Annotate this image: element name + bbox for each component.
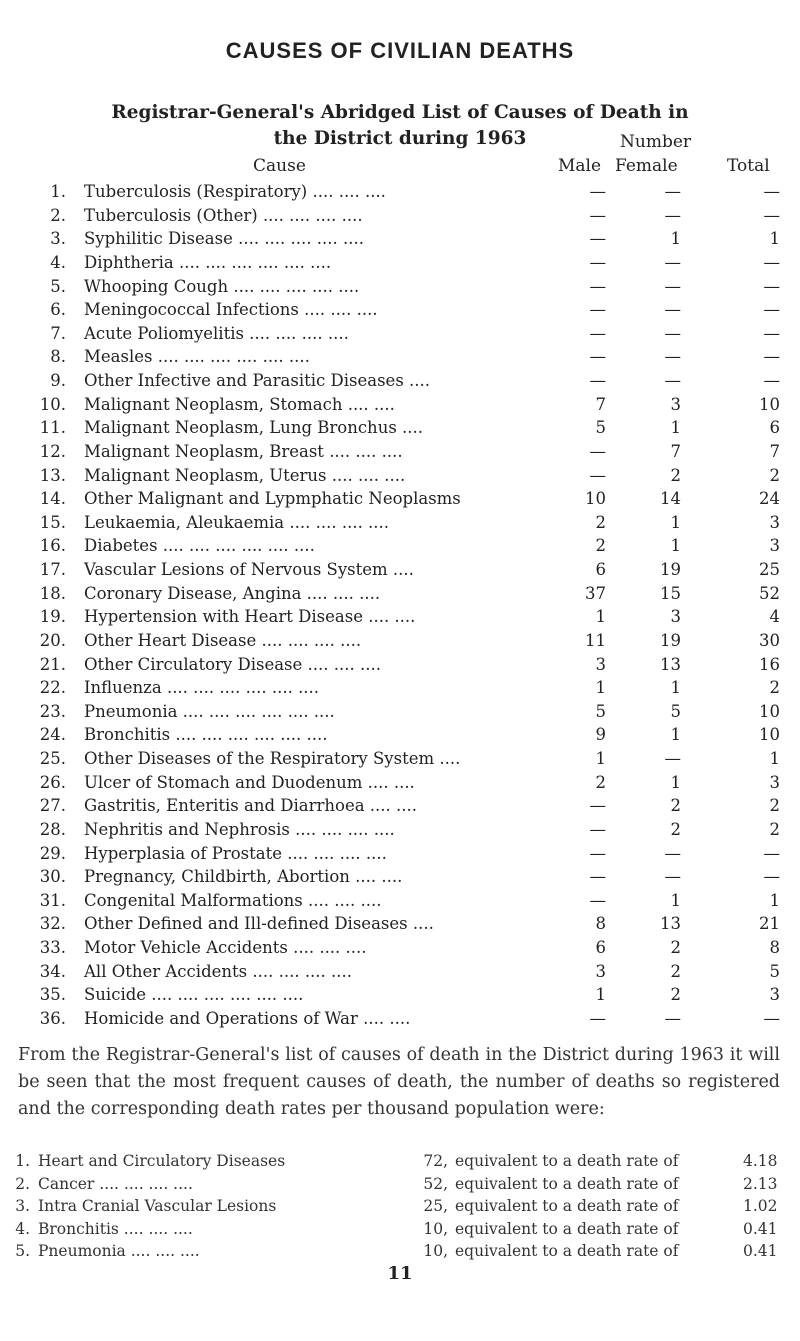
row-number: 34.: [39, 961, 66, 981]
male-count: 6: [595, 938, 606, 957]
table-row: [0, 227, 800, 251]
row-number: 4.: [50, 252, 66, 272]
table-row: [0, 322, 800, 346]
cause-label: Influenza .... .... .... .... .... ....: [84, 678, 320, 698]
male-count: 6: [595, 560, 606, 579]
header-number: Number: [620, 132, 692, 152]
table-row: [0, 393, 800, 417]
female-count: 1: [670, 725, 681, 745]
table-row: [0, 464, 800, 488]
total-count: 30: [759, 630, 780, 650]
cause-label: Leukaemia, Aleukaemia .... .... .... ....: [84, 512, 390, 532]
item-category: Cancer .... .... .... ....: [38, 1174, 193, 1193]
cause-label: Homicide and Operations of War .... ....: [84, 1008, 411, 1028]
item-phrase: equivalent to a death rate of: [455, 1152, 679, 1170]
item-phrase: equivalent to a death rate of: [455, 1219, 679, 1238]
total-count: 2: [769, 678, 780, 698]
cause-label: Gastritis, Enteritis and Diarrhoea .... ....: [84, 796, 417, 816]
row-number: 33.: [39, 938, 66, 957]
female-count: —: [664, 205, 681, 225]
total-count: 8: [769, 938, 780, 957]
cause-label: Measles .... .... .... .... .... ....: [84, 347, 310, 367]
cause-label: Tuberculosis (Respiratory) .... .... ....: [84, 182, 386, 201]
total-count: 24: [759, 489, 780, 509]
total-count: 1: [769, 749, 780, 768]
table-row: [0, 345, 800, 369]
table-row: [0, 180, 800, 204]
total-count: 10: [759, 701, 780, 721]
cause-label: Diphtheria .... .... .... .... .... ....: [84, 252, 332, 272]
table-row: [0, 653, 800, 677]
male-count: 1: [595, 985, 606, 1005]
item-category: Bronchitis .... .... ....: [38, 1219, 193, 1238]
row-number: 28.: [39, 819, 66, 839]
male-count: —: [589, 465, 606, 485]
male-count: 11: [585, 630, 606, 650]
male-count: —: [589, 819, 606, 839]
row-number: 31.: [39, 890, 66, 910]
male-count: 10: [585, 489, 606, 509]
female-count: 2: [670, 465, 681, 485]
cause-label: Other Malignant and Lypmphatic Neoplasms: [84, 489, 461, 509]
list-item: [0, 1240, 800, 1263]
row-number: 12.: [39, 441, 66, 461]
table-row: [0, 487, 800, 511]
female-count: —: [664, 300, 681, 320]
row-number: 3.: [50, 229, 66, 249]
list-item: [0, 1150, 800, 1173]
total-count: 10: [759, 725, 780, 745]
header-cause: Cause: [253, 156, 306, 176]
table-row: [0, 605, 800, 629]
total-count: 3: [769, 536, 780, 556]
total-count: 1: [769, 890, 780, 910]
table-row: [0, 960, 800, 984]
table-row: [0, 936, 800, 960]
total-count: 10: [759, 394, 780, 414]
cause-label: All Other Accidents .... .... .... ....: [84, 961, 353, 981]
female-count: —: [664, 867, 681, 887]
cause-label: Suicide .... .... .... .... .... ....: [84, 985, 304, 1005]
row-number: 16.: [39, 536, 66, 556]
male-count: —: [589, 441, 606, 461]
total-count: 2: [769, 465, 780, 485]
row-number: 1.: [50, 182, 66, 201]
table-row: [0, 842, 800, 866]
female-count: 15: [660, 583, 681, 603]
male-count: 2: [595, 512, 606, 532]
table-row: [0, 1007, 800, 1031]
female-count: 2: [670, 938, 681, 957]
item-count: 10,: [423, 1242, 448, 1260]
total-count: 25: [759, 560, 780, 579]
female-count: —: [664, 843, 681, 863]
table-row: [0, 251, 800, 275]
female-count: 1: [670, 418, 681, 438]
row-number: 30.: [39, 867, 66, 887]
female-count: 1: [670, 772, 681, 792]
cause-label: Meningococcal Infections .... .... ....: [84, 300, 378, 320]
female-count: 19: [660, 630, 681, 650]
female-count: 1: [670, 536, 681, 556]
cause-label: Other Defined and Ill-defined Diseases ....: [84, 914, 434, 934]
female-count: —: [664, 347, 681, 367]
cause-label: Bronchitis .... .... .... .... .... ....: [84, 725, 328, 745]
row-number: 32.: [39, 914, 66, 934]
male-count: 3: [595, 654, 606, 674]
cause-label: Coronary Disease, Angina .... .... ....: [84, 583, 381, 603]
total-count: —: [763, 843, 780, 863]
male-count: 3: [595, 961, 606, 981]
total-count: 2: [769, 796, 780, 816]
cause-label: Syphilitic Disease .... .... .... .... ....: [84, 229, 364, 249]
table-row: [0, 723, 800, 747]
total-count: 3: [769, 985, 780, 1005]
total-count: 6: [769, 418, 780, 438]
page-number: 11: [387, 1263, 413, 1284]
cause-label: Ulcer of Stomach and Duodenum .... ....: [84, 772, 415, 792]
male-count: —: [589, 229, 606, 249]
female-count: 2: [670, 796, 681, 816]
subheading-line-1: Registrar-General's Abridged List of Causes of Death in: [111, 102, 689, 123]
male-count: —: [589, 796, 606, 816]
cause-label: Other Infective and Parasitic Diseases ....: [84, 371, 431, 390]
row-number: 26.: [39, 772, 66, 792]
female-count: 3: [670, 607, 681, 627]
cause-label: Pneumonia .... .... .... .... .... ....: [84, 701, 335, 721]
male-count: 7: [595, 394, 606, 414]
total-count: 5: [769, 961, 780, 981]
male-count: —: [589, 276, 606, 296]
row-number: 6.: [50, 300, 66, 320]
total-count: —: [763, 867, 780, 887]
row-number: 21.: [39, 654, 66, 674]
item-number: 3.: [15, 1197, 30, 1215]
item-rate: 2.13: [743, 1174, 778, 1193]
item-number: 5.: [15, 1242, 30, 1260]
table-row: [0, 794, 800, 818]
male-count: 1: [595, 749, 606, 768]
male-count: 2: [595, 536, 606, 556]
item-phrase: equivalent to a death rate of: [455, 1174, 679, 1193]
item-count: 25,: [423, 1197, 448, 1215]
female-count: —: [664, 371, 681, 390]
female-count: 2: [670, 819, 681, 839]
summary-paragraph: From the Registrar-General's list of causes of death in the District during 1963 it will be seen that the most frequent causes of death, the number of deaths so registered and the corresponding death rates per thousand population were:: [18, 1045, 780, 1119]
item-number: 2.: [15, 1174, 30, 1193]
causes-table: [0, 180, 800, 1031]
female-count: 2: [670, 985, 681, 1005]
row-number: 36.: [39, 1008, 66, 1028]
cause-label: Other Diseases of the Respiratory System ....: [84, 749, 461, 768]
table-row: [0, 865, 800, 889]
female-count: 1: [670, 678, 681, 698]
header-total: Total: [727, 156, 770, 176]
cause-label: Tuberculosis (Other) .... .... .... ....: [84, 205, 363, 225]
cause-label: Other Heart Disease .... .... .... ....: [84, 630, 362, 650]
male-count: —: [589, 252, 606, 272]
row-number: 27.: [39, 796, 66, 816]
item-category: Pneumonia .... .... ....: [38, 1242, 200, 1260]
item-phrase: equivalent to a death rate of: [455, 1197, 679, 1215]
female-count: 7: [670, 441, 681, 461]
male-count: 37: [585, 583, 606, 603]
cause-label: Diabetes .... .... .... .... .... ....: [84, 536, 315, 556]
item-count: 72,: [423, 1152, 448, 1170]
table-row: [0, 912, 800, 936]
total-count: 3: [769, 772, 780, 792]
total-count: 21: [759, 914, 780, 934]
cause-label: Pregnancy, Childbirth, Abortion .... ....: [84, 867, 403, 887]
total-count: —: [763, 347, 780, 367]
total-count: 2: [769, 819, 780, 839]
row-number: 22.: [39, 678, 66, 698]
female-count: 13: [660, 654, 681, 674]
cause-label: Malignant Neoplasm, Stomach .... ....: [84, 394, 395, 414]
total-count: 3: [769, 512, 780, 532]
cause-label: Malignant Neoplasm, Breast .... .... ....: [84, 441, 403, 461]
male-count: —: [589, 323, 606, 343]
total-count: —: [763, 371, 780, 390]
page-heading: CAUSES OF CIVILIAN DEATHS: [225, 38, 575, 63]
male-count: 9: [595, 725, 606, 745]
row-number: 15.: [39, 512, 66, 532]
cause-label: Hypertension with Heart Disease .... ....: [84, 607, 416, 627]
total-count: 7: [769, 441, 780, 461]
cause-label: Acute Poliomyelitis .... .... .... ....: [84, 323, 349, 343]
table-row: [0, 440, 800, 464]
row-number: 11.: [39, 418, 66, 438]
cause-label: Hyperplasia of Prostate .... .... .... ....: [84, 843, 387, 863]
table-row: [0, 818, 800, 842]
female-count: —: [664, 1008, 681, 1028]
list-item: [0, 1218, 800, 1241]
cause-label: Congenital Malformations .... .... ....: [84, 890, 382, 910]
male-count: 5: [595, 701, 606, 721]
male-count: —: [589, 890, 606, 910]
total-count: 1: [769, 229, 780, 249]
table-row: [0, 275, 800, 299]
total-count: —: [763, 205, 780, 225]
list-item: [0, 1195, 800, 1218]
male-count: —: [589, 182, 606, 201]
table-row: [0, 629, 800, 653]
male-count: —: [589, 371, 606, 390]
item-rate: 0.41: [743, 1242, 778, 1260]
cause-label: Nephritis and Nephrosis .... .... .... ....: [84, 819, 395, 839]
total-count: —: [763, 1008, 780, 1028]
total-count: 4: [769, 607, 780, 627]
row-number: 2.: [50, 205, 66, 225]
list-item: [0, 1173, 800, 1196]
total-count: —: [763, 252, 780, 272]
table-row: [0, 771, 800, 795]
table-row: [0, 582, 800, 606]
female-count: 14: [660, 489, 681, 509]
row-number: 35.: [39, 985, 66, 1005]
male-count: —: [589, 1008, 606, 1028]
table-row: [0, 204, 800, 228]
male-count: —: [589, 867, 606, 887]
total-count: —: [763, 182, 780, 201]
cause-label: Motor Vehicle Accidents .... .... ....: [84, 938, 367, 957]
total-count: —: [763, 300, 780, 320]
total-count: 52: [759, 583, 780, 603]
cause-label: Malignant Neoplasm, Uterus .... .... ....: [84, 465, 406, 485]
total-count: 16: [759, 654, 780, 674]
female-count: —: [664, 749, 681, 768]
male-count: —: [589, 843, 606, 863]
female-count: 3: [670, 394, 681, 414]
table-row: [0, 369, 800, 393]
item-count: 52,: [423, 1174, 448, 1193]
female-count: 5: [670, 701, 681, 721]
table-row: [0, 889, 800, 913]
male-count: 1: [595, 678, 606, 698]
row-number: 13.: [39, 465, 66, 485]
row-number: 5.: [50, 276, 66, 296]
item-phrase: equivalent to a death rate of: [455, 1242, 679, 1260]
table-row: [0, 747, 800, 771]
row-number: 19.: [39, 607, 66, 627]
cause-label: Vascular Lesions of Nervous System ....: [84, 560, 414, 579]
male-count: —: [589, 205, 606, 225]
male-count: —: [589, 347, 606, 367]
female-count: —: [664, 252, 681, 272]
row-number: 18.: [39, 583, 66, 603]
item-number: 4.: [15, 1219, 30, 1238]
item-rate: 0.41: [743, 1219, 778, 1238]
table-row: [0, 983, 800, 1007]
cause-label: Malignant Neoplasm, Lung Bronchus ....: [84, 418, 424, 438]
table-row: [0, 534, 800, 558]
total-count: —: [763, 323, 780, 343]
female-count: 1: [670, 512, 681, 532]
item-rate: 1.02: [743, 1197, 778, 1215]
item-count: 10,: [423, 1219, 448, 1238]
row-number: 9.: [50, 371, 66, 390]
item-number: 1.: [15, 1152, 30, 1170]
total-count: —: [763, 276, 780, 296]
table-row: [0, 676, 800, 700]
female-count: 19: [660, 560, 681, 579]
female-count: —: [664, 276, 681, 296]
row-number: 17.: [39, 560, 66, 579]
female-count: 13: [660, 914, 681, 934]
table-row: [0, 700, 800, 724]
row-number: 24.: [39, 725, 66, 745]
subheading-line-2: the District during 1963: [273, 128, 527, 149]
cause-label: Other Circulatory Disease .... .... ....: [84, 654, 381, 674]
female-count: 2: [670, 961, 681, 981]
male-count: 2: [595, 772, 606, 792]
table-row: [0, 558, 800, 582]
row-number: 20.: [39, 630, 66, 650]
header-male: Male: [558, 156, 602, 176]
frequent-causes-list: [0, 1150, 800, 1263]
table-row: [0, 298, 800, 322]
male-count: 8: [595, 914, 606, 934]
table-row: [0, 511, 800, 535]
row-number: 23.: [39, 701, 66, 721]
item-category: Intra Cranial Vascular Lesions: [38, 1197, 277, 1215]
row-number: 7.: [50, 323, 66, 343]
item-rate: 4.18: [743, 1152, 778, 1170]
male-count: —: [589, 300, 606, 320]
row-number: 25.: [39, 749, 66, 768]
row-number: 14.: [39, 489, 66, 509]
item-category: Heart and Circulatory Diseases: [38, 1152, 286, 1170]
female-count: —: [664, 182, 681, 201]
male-count: 1: [595, 607, 606, 627]
female-count: 1: [670, 890, 681, 910]
male-count: 5: [595, 418, 606, 438]
header-female: Female: [615, 156, 678, 176]
row-number: 10.: [39, 394, 66, 414]
female-count: 1: [670, 229, 681, 249]
row-number: 8.: [50, 347, 66, 367]
cause-label: Whooping Cough .... .... .... .... ....: [84, 276, 360, 296]
female-count: —: [664, 323, 681, 343]
table-row: [0, 416, 800, 440]
row-number: 29.: [39, 843, 66, 863]
